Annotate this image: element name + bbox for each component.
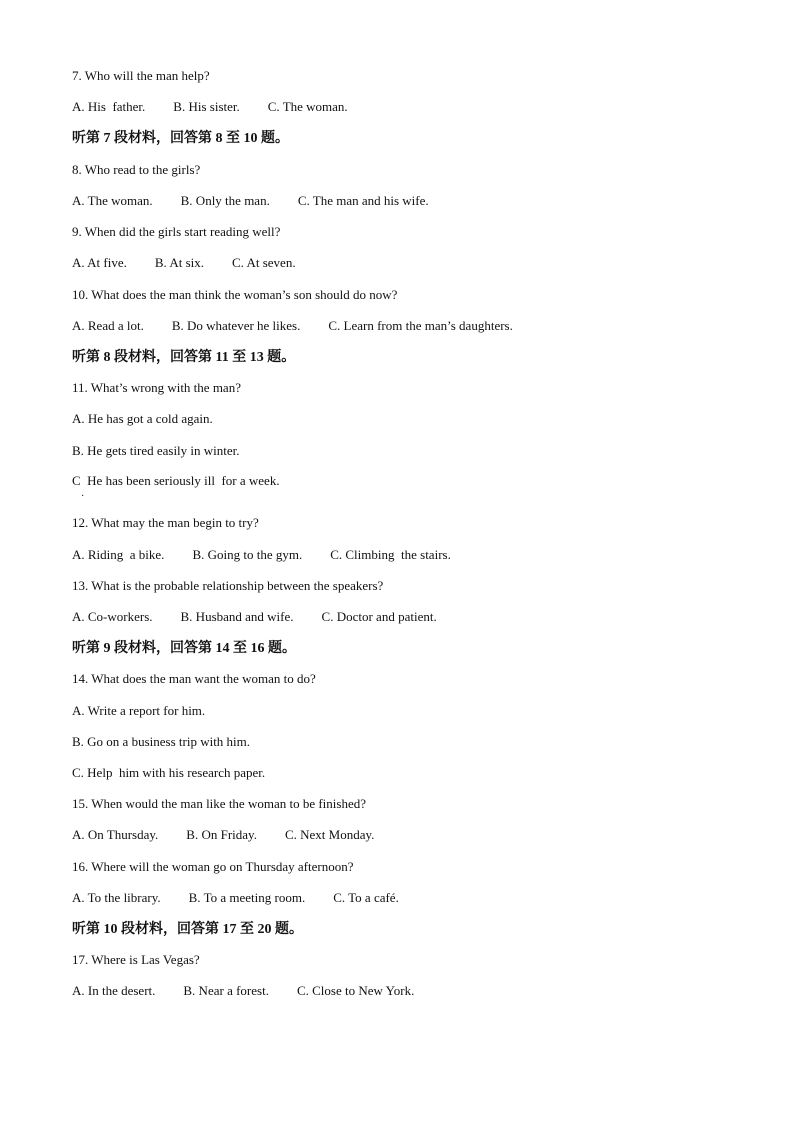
question-text: 17. Where is Las Vegas?	[72, 952, 200, 967]
answer-option: C. Next Monday.	[284, 827, 375, 842]
section-heading: 听第 9 段材料，回答第 14 至 16 题。	[72, 641, 296, 656]
answer-option: B. Near a forest.	[183, 983, 269, 998]
answer-option: A. The woman.	[72, 193, 153, 208]
answer-option: B. Going to the gym.	[192, 547, 303, 562]
answer-option: C. Learn from the man’s daughters.	[328, 318, 513, 333]
answer-option: C. To a café.	[333, 890, 399, 905]
question-text: 14. What does the man want the woman to do?	[72, 671, 316, 686]
answer-option: A. Co-workers.	[72, 609, 153, 624]
options-row	[72, 318, 541, 334]
question-text: 7. Who will the man help?	[72, 68, 210, 83]
answer-option: B. Do whatever he likes.	[171, 318, 301, 333]
answer-option: B. Only the man.	[180, 193, 270, 208]
question-text: 15. When would the man like the woman to be finished?	[72, 796, 366, 811]
options-row	[72, 99, 376, 115]
answer-option: B. His sister.	[173, 99, 240, 114]
question-text: 12. What may the man begin to try?	[72, 515, 259, 530]
section-heading: 听第 10 段材料，回答第 17 至 20 题。	[72, 922, 303, 937]
answer-option: A. On Thursday.	[72, 827, 159, 842]
answer-option: B. On Friday.	[186, 827, 257, 842]
question-text: C He has been seriously ill for a week.	[72, 473, 280, 488]
answer-option: C. The man and his wife.	[297, 193, 429, 208]
answer-option: B. To a meeting room.	[188, 890, 306, 905]
answer-option: C. Doctor and patient.	[321, 609, 437, 624]
answer-option: A. At five.	[72, 255, 127, 270]
section-heading: 听第 7 段材料，回答第 8 至 10 题。	[72, 131, 289, 146]
question-text: B. Go on a business trip with him.	[72, 734, 251, 749]
options-row	[72, 193, 457, 209]
question-text: 10. What does the man think the woman’s son should do now?	[72, 287, 398, 302]
options-row	[72, 547, 479, 563]
answer-option: A. Read a lot.	[72, 318, 144, 333]
answer-option: A. In the desert.	[72, 983, 156, 998]
question-text: B. He gets tired easily in winter.	[72, 443, 240, 458]
answer-option: B. Husband and wife.	[180, 609, 294, 624]
answer-option: A. His father.	[72, 99, 146, 114]
answer-option: A. To the library.	[72, 890, 161, 905]
answer-option: C. Climbing the stairs.	[330, 547, 451, 562]
section-heading: 听第 8 段材料，回答第 11 至 13 题。	[72, 350, 296, 365]
options-row	[72, 983, 442, 999]
question-text: 11. What’s wrong with the man?	[72, 380, 241, 395]
answer-option: A. Riding a bike.	[72, 547, 165, 562]
options-row	[72, 609, 465, 625]
question-text: 9. When did the girls start reading well?	[72, 224, 281, 239]
stray-mark: ·	[81, 491, 85, 502]
answer-option: B. At six.	[154, 255, 205, 270]
answer-option: C. At seven.	[232, 255, 296, 270]
answer-option: C. The woman.	[267, 99, 348, 114]
question-text: C. Help him with his research paper.	[72, 765, 266, 780]
question-text: 13. What is the probable relationship between the speakers?	[72, 578, 384, 593]
options-row	[72, 827, 402, 843]
options-row	[72, 890, 427, 906]
question-text: A. Write a report for him.	[72, 703, 206, 718]
options-row	[72, 255, 324, 271]
question-text: A. He has got a cold again.	[72, 411, 213, 426]
question-text: 8. Who read to the girls?	[72, 162, 201, 177]
question-text: 16. Where will the woman go on Thursday afternoon?	[72, 859, 354, 874]
answer-option: C. Close to New York.	[296, 983, 415, 998]
